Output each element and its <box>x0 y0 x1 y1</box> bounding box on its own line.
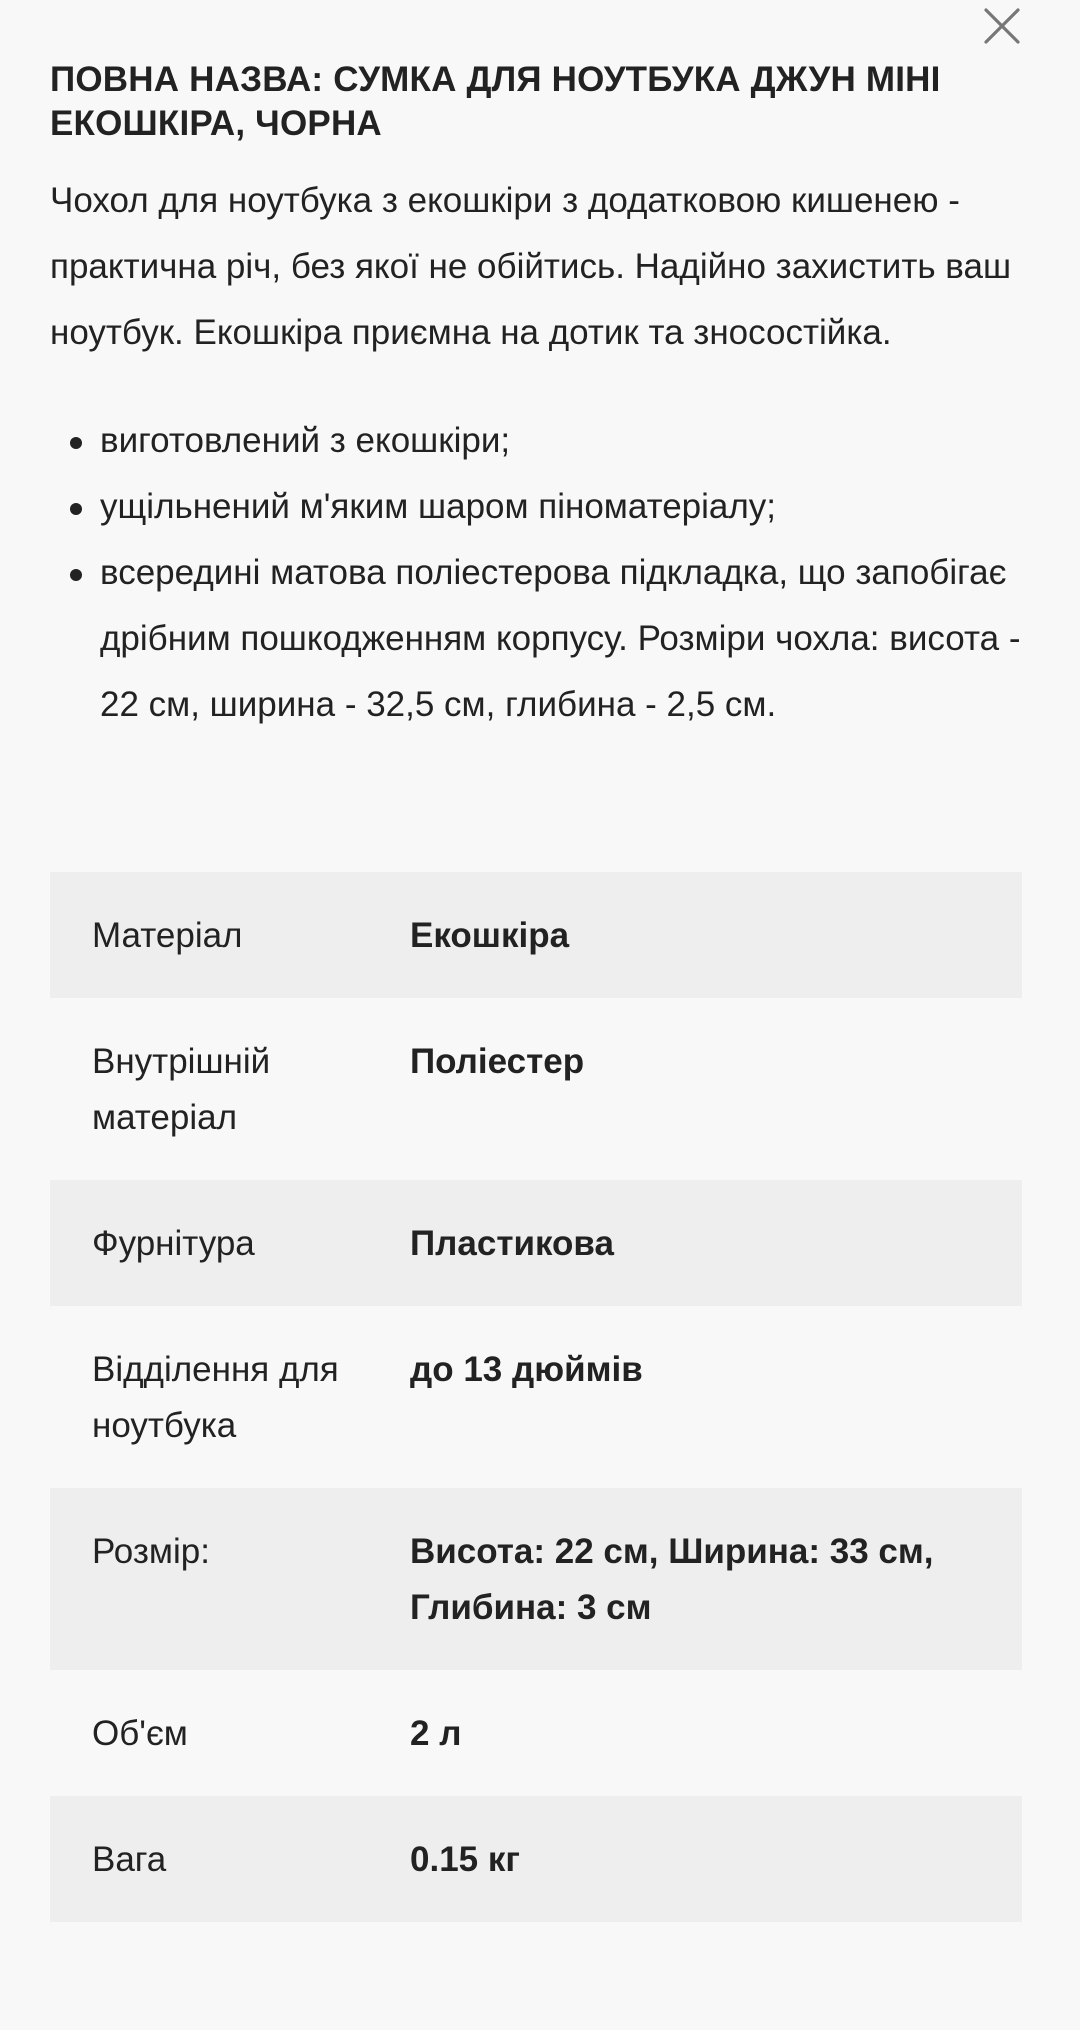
feature-item <box>50 408 1022 474</box>
close-button[interactable] <box>980 4 1024 48</box>
spec-label: Вага <box>92 1840 167 1879</box>
bullet-icon <box>70 569 82 581</box>
close-icon <box>980 4 1024 48</box>
feature-text: виготовлений з екошкіри; <box>100 421 511 460</box>
spec-value: 0.15 кг <box>410 1840 520 1879</box>
spec-value: Пластикова <box>410 1224 614 1263</box>
product-description: Чохол для ноутбука з екошкіри з додатковою кишенею - практична річ, без якої не обійтись. Надійно захистить ваш ноутбук. Екошкіра приємна на дотик та зносостійка. <box>50 181 1012 352</box>
product-details <box>50 58 1022 1922</box>
spec-value: 2 л <box>410 1714 462 1753</box>
spec-label: Фурнітура <box>92 1224 255 1263</box>
spec-row-volume <box>50 1670 1022 1796</box>
bullet-icon <box>70 503 82 515</box>
bullet-icon <box>70 437 82 449</box>
spec-value: Екошкіра <box>410 916 570 955</box>
feature-list <box>50 408 1022 738</box>
feature-text: всередині матова поліестерова підкладка, що запобігає дрібним пошкодженням корпусу. Розміри чохла: висота - 22 см, ширина - 32,5 см, глибина - 2,5 см. <box>100 553 1021 724</box>
specs-table <box>50 872 1022 1922</box>
spec-row-material <box>50 872 1022 998</box>
feature-item <box>50 540 1022 738</box>
product-full-name: ПОВНА НАЗВА: СУМКА ДЛЯ НОУТБУКА ДЖУН МІНІ ЕКОШКІРА, ЧОРНА <box>50 60 941 143</box>
spec-row-hardware <box>50 1180 1022 1306</box>
spec-value: Висота: 22 см, Ширина: 33 см, Глибина: 3 см <box>410 1532 934 1627</box>
spec-row-weight <box>50 1796 1022 1922</box>
spec-label: Внутрішній матеріал <box>92 1042 271 1137</box>
spec-label: Розмір: <box>92 1532 210 1571</box>
spec-row-size <box>50 1488 1022 1670</box>
spec-row-inner-material <box>50 998 1022 1180</box>
feature-text: ущільнений м'яким шаром піноматеріалу; <box>100 487 777 526</box>
spec-label: Відділення для ноутбука <box>92 1350 339 1445</box>
feature-item <box>50 474 1022 540</box>
spec-value: Поліестер <box>410 1042 585 1081</box>
spec-value: до 13 дюймів <box>410 1350 643 1389</box>
spec-row-laptop-compartment <box>50 1306 1022 1488</box>
spec-label: Матеріал <box>92 916 243 955</box>
spec-label: Об'єм <box>92 1714 188 1753</box>
